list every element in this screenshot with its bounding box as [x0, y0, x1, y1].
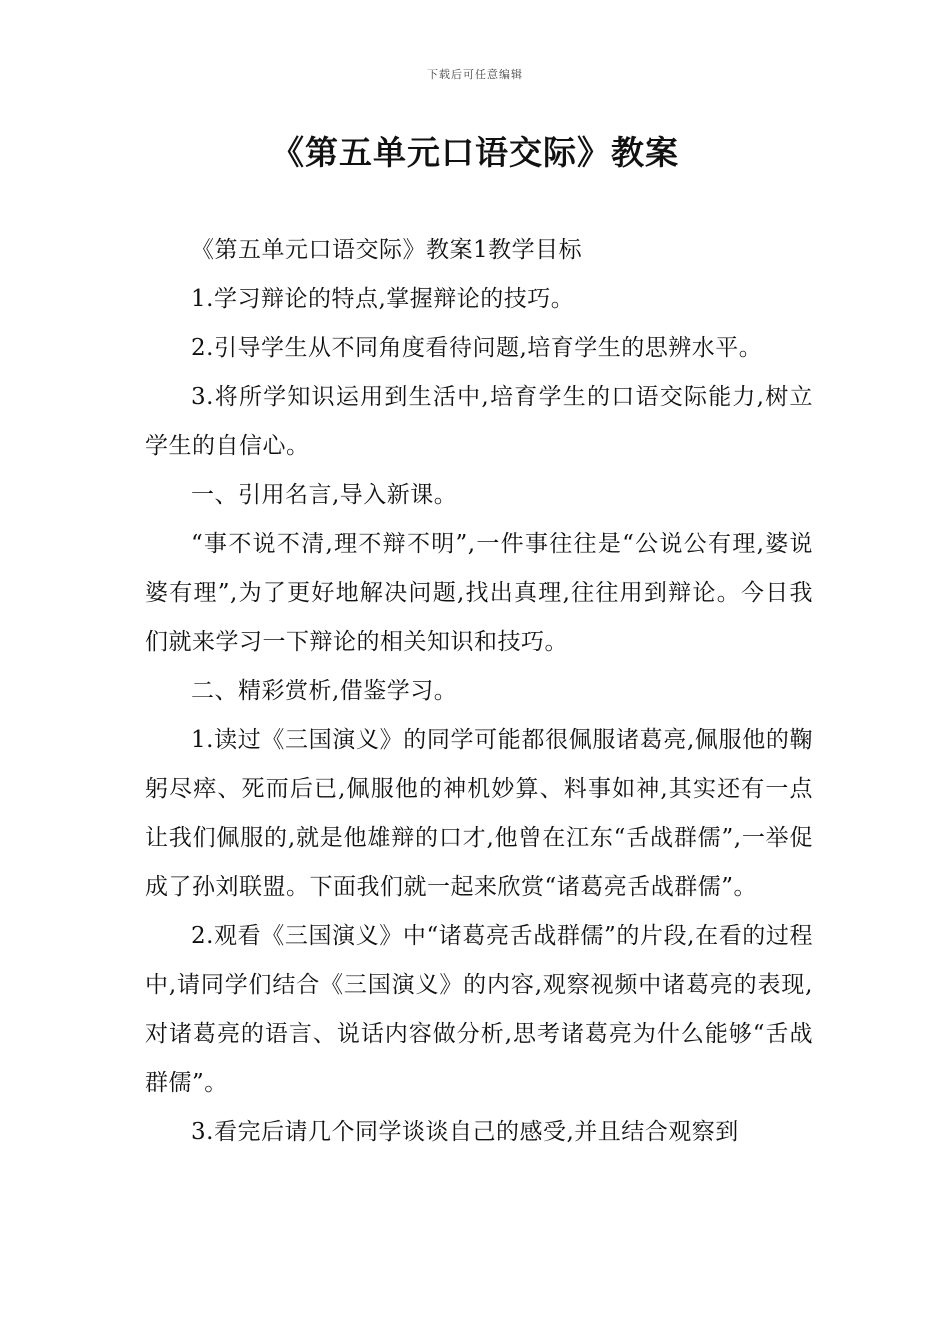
document-title: 《第五单元口语交际》教案 — [271, 133, 679, 172]
paragraph-section-1-body: “事不说不清,理不辩不明”,一件事往往是“公说公有理,婆说婆有理”,为了更好地解决问题,找出真理,往往用到辩论。今日我们就来学习一下辩论的相关知识和技巧。 — [145, 531, 813, 655]
paragraph-goal-2: 2.引导学生从不同角度看待问题,培育学生的思辨水平。 — [191, 335, 763, 361]
paragraph-step-3: 3.看完后请几个同学谈谈自己的感受,并且结合观察到 — [191, 1119, 739, 1145]
paragraph-step-1: 1.读过《三国演义》的同学可能都很佩服诸葛亮,佩服他的鞠躬尽瘁、死而后已,佩服他的神机妙算、料事如神,其实还有一点让我们佩服的,就是他雄辩的口才,他曾在江东“舌战群儒”,一举促成了孙刘联盟。下面我们就一起来欣赏“诸葛亮舌战群儒”。 — [145, 727, 813, 900]
paragraph-step-2: 2.观看《三国演义》中“诸葛亮舌战群儒”的片段,在看的过程中,请同学们结合《三国演义》的内容,观察视频中诸葛亮的表现,对诸葛亮的语言、说话内容做分析,思考诸葛亮为什么能够“舌战群儒”。 — [145, 923, 813, 1096]
paragraph-section-1-heading: 一、引用名言,导入新课。 — [191, 482, 458, 508]
header-note: 下载后可任意编辑 — [427, 68, 523, 81]
paragraph-goal-1: 1.学习辩论的特点,掌握辩论的技巧。 — [191, 286, 575, 312]
document-body — [145, 226, 813, 1157]
paragraph-section-2-heading: 二、精彩赏析,借鉴学习。 — [191, 678, 458, 704]
paragraph-goal-3: 3.将所学知识运用到生活中,培育学生的口语交际能力,树立学生的自信心。 — [145, 384, 813, 459]
paragraph-lesson-heading: 《第五单元口语交际》教案1教学目标 — [191, 237, 583, 263]
